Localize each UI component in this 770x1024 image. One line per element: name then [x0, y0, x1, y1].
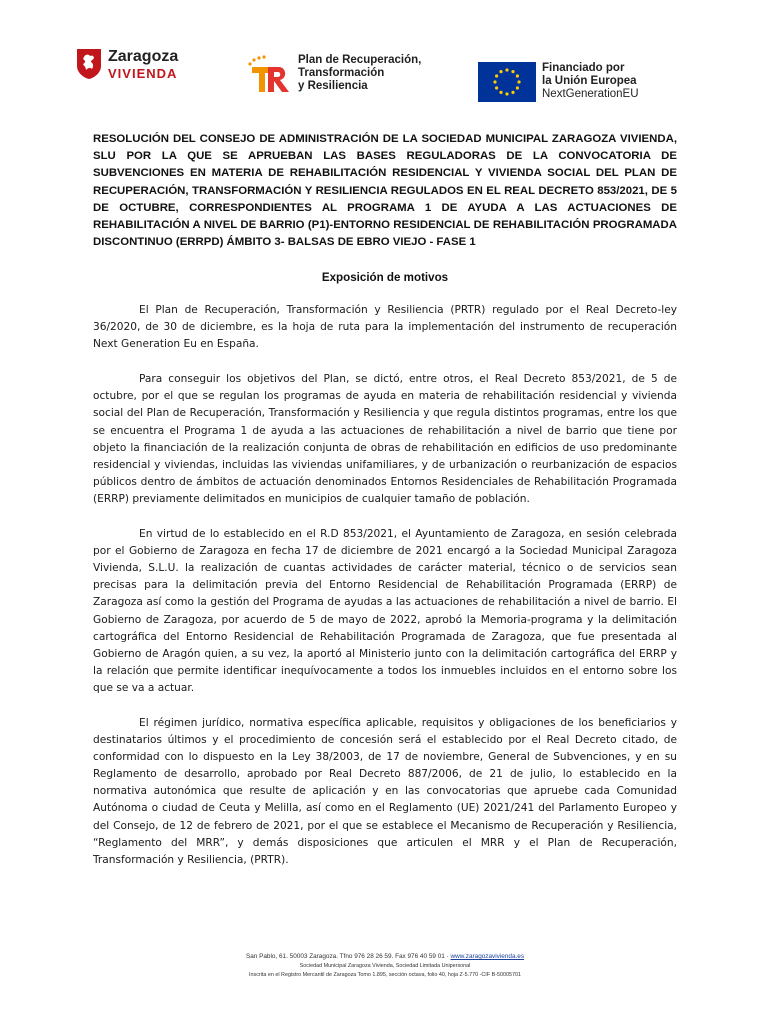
- document-header: [0, 42, 770, 112]
- prtr-line3: y Resiliencia: [298, 80, 368, 92]
- logo-subtitle: VIVIENDA: [108, 65, 178, 81]
- paragraph: En virtud de lo establecido en el R.D 853/2021, el Ayuntamiento de Zaragoza, en sesión celebrada por el Gobierno de Zaragoza en fecha 17 de diciembre de 2021 encargó a la Sociedad Municipal Zaragoza Vivienda, S.L.U. la realización de cuantas actividades de carácter material, técnico o de servicios sean precisas para la delimitación previa del Entorno Residencial de Rehabilitación Programada (ERRP) de Zaragoza así como la gestión del Programa de ayudas a las actuaciones de rehabilitación a nivel de barrio. El Gobierno de Zaragoza, por acuerdo de 5 de mayo de 2022, aprobó la Memoria-programa y la delimitación cartográfica del Entorno Residencial de Rehabilitación Programada de Zaragoza, que fue presentada al Gobierno de Aragón quien, a su vez, la aportó al Ministerio junto con la delimitación cartográfica del ERRP y la relación que permite identificar inequívocamente a todos los inmuebles incluidos en el entorno sobre los que se va a actuar.: [93, 528, 677, 694]
- footer-address: [0, 952, 770, 962]
- eu-line1: Financiado por: [542, 62, 625, 74]
- document-body: [93, 302, 677, 887]
- section-title: Exposición de motivos: [321, 271, 449, 284]
- zaragoza-vivienda-logo: [76, 48, 178, 80]
- prtr-logo: [246, 54, 421, 94]
- eu-line3: NextGenerationEU: [542, 88, 639, 100]
- eu-line2: la Unión Europea: [542, 75, 637, 87]
- website-link[interactable]: www.zaragozavivienda.es: [450, 953, 525, 960]
- logo-title: Zaragoza: [108, 47, 179, 65]
- document-footer: [0, 952, 770, 980]
- paragraph: Para conseguir los objetivos del Plan, se dictó, entre otros, el Real Decreto 853/2021, de 5 de octubre, por el que se regulan los programas de ayuda en materia de rehabilitación residencial y vivienda social del Plan de Recuperación, Transformación y Resiliencia y que regula distintos programas, entre los que se encuentra el Programa 1 de ayuda a las actuaciones de rehabilitación a nivel de barrio que tiene por objeto la financiación de la realización conjunta de obras de rehabilitación en edificios de uso predominante residencial y viviendas, incluidas las viviendas unifamiliares, y de urbanización o reurbanización de espacios públicos dentro de ámbitos de actuación denominados Entornos Residenciales de Rehabilitación Programada (ERRP) previamente delimitados en municipios de cualquier tamaño de población.: [93, 373, 677, 505]
- lion-shield-icon: [76, 48, 102, 80]
- prtr-line1: Plan de Recuperación,: [298, 54, 422, 66]
- eu-funding-logo: [478, 62, 639, 102]
- footer-registry: Inscrita en el Registro Mercantil de Zaragoza Tomo 1.895, sección octava, folio 40, hoja Z-5.770 -CIF B-50005701: [249, 972, 521, 978]
- paragraph: El Plan de Recuperación, Transformación y Resiliencia (PRTR) regulado por el Real Decreto-ley 36/2020, de 30 de diciembre, es la hoja de ruta para la implementación del instrumento de recuperación Next Generation Eu en España.: [93, 304, 677, 351]
- prtr-line2: Transformación: [298, 67, 385, 79]
- paragraph: El régimen jurídico, normativa específica aplicable, requisitos y obligaciones de los beneficiarios y destinatarios últimos y el procedimiento de concesión será el establecido por el Real Decreto citado, de conformidad con lo dispuesto en la Ley 38/2003, de 17 de noviembre, General de Subvenciones, y en su Reglamento de desarrollo, aprobado por Real Decreto 887/2006, de 21 de julio, lo establecido en la normativa autonómica que resulte de aplicación y en las convocatorias que apruebe cada Comunidad Autónoma o ciudad de Ceuta y Melilla, así como en el Reglamento (UE) 2021/241 del Parlamento Europeo y del Consejo, de 12 de febrero de 2021, por el que se establece el Mecanismo de Recuperación y Resiliencia, “Reglamento del MRR”, y demás disposiciones que articulen el MRR y el Plan de Recuperación, Transformación y Resiliencia, (PRTR).: [93, 716, 677, 866]
- footer-address-text: San Pablo, 61. 50003 Zaragoza. Tfno 976 28 26 59. Fax 976 40 59 01 ·: [245, 953, 451, 960]
- footer-company: Sociedad Municipal Zaragoza Vivienda, Sociedad Limitada Unipersonal: [299, 963, 471, 969]
- eu-flag-icon: [478, 62, 536, 102]
- document-title: RESOLUCIÓN DEL CONSEJO DE ADMINISTRACIÓN DE LA SOCIEDAD MUNICIPAL ZARAGOZA VIVIENDA, SLU POR LA QUE SE APRUEBAN LAS BASES REGULADORAS DE LA CONVOCATORIA DE SUBVENCIONES EN MATERIA DE REHABILITACIÓN RESIDENCIAL Y VIVIENDA SOCIAL DEL PLAN DE RECUPERACIÓN, TRANSFORMACIÓN Y RESILIENCIA REGULADOS EN EL REAL DECRETO 853/2021, DE 5 DE OCTUBRE, CORRESPONDIENTES AL PROGRAMA 1 DE AYUDA A LAS ACTUACIONES DE REHABILITACIÓN A NIVEL DE BARRIO (P1)-ENTORNO RESIDENCIAL DE REHABILITACIÓN PROGRAMADA DISCONTINUO (ERRPD) ÁMBITO 3- BALSAS DE EBRO VIEJO - FASE 1: [93, 133, 677, 249]
- prtr-emblem-icon: [246, 54, 294, 94]
